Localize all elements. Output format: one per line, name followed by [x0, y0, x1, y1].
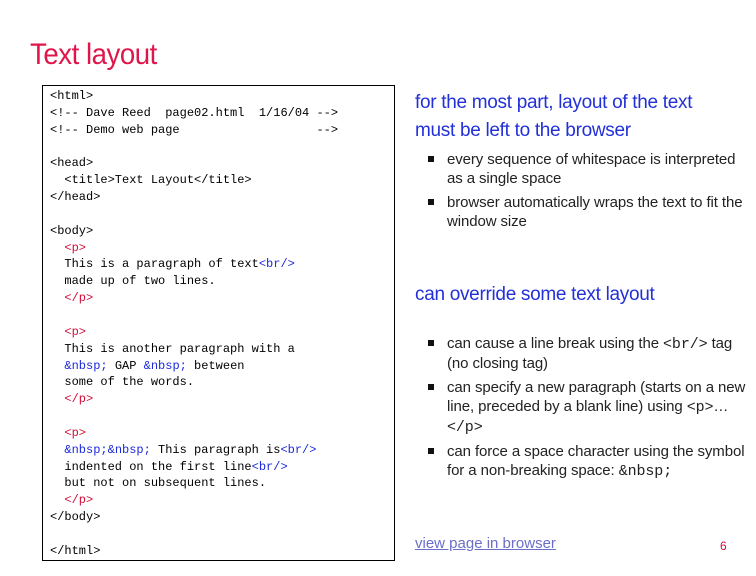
code-line: [50, 492, 338, 509]
code-segment: </p>: [64, 291, 94, 306]
code-line: [50, 459, 338, 476]
code-line: [50, 475, 338, 492]
code-segment: <title>Text Layout</title>: [50, 173, 252, 188]
section1-bullets: [428, 150, 748, 236]
code-segment: GAP: [107, 358, 144, 373]
code-line: [50, 240, 338, 257]
list-item: [428, 193, 748, 231]
code-segment: [50, 392, 64, 406]
code-line: [50, 526, 338, 543]
code-segment: </html>: [50, 543, 101, 558]
code-segment: <br/>: [251, 459, 288, 474]
view-page-link[interactable]: view page in browser: [415, 535, 556, 552]
section2-heading: can override some text layout: [415, 284, 655, 305]
code-segment: <p>: [64, 324, 87, 339]
code-line: [50, 358, 338, 375]
code-line: [50, 543, 338, 560]
code-line: [50, 324, 338, 341]
section1-heading-line2: must be left to the browser: [415, 120, 631, 141]
code-segment: [50, 426, 64, 440]
code-line: [50, 172, 338, 189]
section1-heading: [415, 89, 692, 145]
inline-code: </p>: [447, 419, 483, 436]
code-segment: This is another paragraph with a: [50, 341, 295, 356]
inline-code: <p>: [686, 399, 714, 416]
code-segment: [50, 443, 64, 457]
code-line: [50, 509, 338, 526]
code-line: [50, 341, 338, 358]
code-line: [50, 139, 338, 156]
square-bullet-icon: [428, 340, 434, 346]
code-line: [50, 206, 338, 223]
code-segment: <html>: [50, 89, 94, 103]
code-segment: [50, 493, 64, 507]
code-segment: </body>: [50, 510, 101, 525]
list-item: [428, 334, 748, 373]
code-segment: [50, 241, 64, 255]
section1-heading-line1: for the most part, layout of the text: [415, 92, 693, 113]
code-line: [50, 155, 338, 172]
code-segment: </head>: [50, 190, 101, 205]
bullet-text: …: [713, 398, 729, 415]
code-line: [50, 189, 338, 206]
code-segment: indented on the first line: [50, 459, 252, 474]
bullet-text: can force a space character using the symbol for a non-breaking space:: [447, 443, 745, 479]
code-line: [50, 425, 338, 442]
code-line: [50, 442, 338, 459]
code-segment: <!-- Dave Reed page02.html 1/16/04 -->: [50, 105, 339, 120]
code-line: [50, 105, 338, 122]
code-listing: [50, 88, 338, 560]
bullet-text: tag (no closing tag): [447, 335, 733, 372]
code-line: [50, 122, 338, 139]
code-segment: but not on subsequent lines.: [50, 476, 267, 491]
slide-title: Text layout: [30, 38, 157, 71]
code-segment: <!-- Demo web page -->: [50, 122, 339, 137]
code-segment: This is a paragraph of text: [50, 257, 259, 272]
code-segment: &nbsp;&nbsp;: [64, 442, 151, 457]
code-segment: some of the words.: [50, 375, 195, 390]
code-segment: &nbsp;: [64, 358, 108, 373]
list-item: [428, 442, 748, 481]
code-line: [50, 88, 338, 105]
code-line: [50, 374, 338, 391]
list-item: [428, 150, 748, 188]
code-line: [50, 408, 338, 425]
code-segment: </p>: [64, 493, 94, 508]
code-line: [50, 223, 338, 240]
code-line: [50, 256, 338, 273]
code-segment: <p>: [64, 240, 87, 255]
bullet-text: can specify a new paragraph (starts on a new line, preceded by a blank line) using: [447, 379, 746, 415]
code-segment: made up of two lines.: [50, 274, 216, 289]
square-bullet-icon: [428, 156, 434, 162]
code-segment: [50, 325, 64, 339]
inline-code: <br/>: [663, 336, 708, 353]
code-segment: <p>: [64, 425, 87, 440]
code-line: [50, 391, 338, 408]
list-item: [428, 378, 748, 437]
section2-bullets: [428, 334, 748, 486]
page-number: 6: [720, 539, 727, 553]
code-segment: </p>: [64, 392, 94, 407]
inline-code: &nbsp;: [618, 463, 673, 480]
code-segment: <head>: [50, 156, 94, 171]
code-segment: <br/>: [258, 257, 295, 272]
code-segment: &nbsp;: [143, 358, 187, 373]
bullet-text: can cause a line break using the: [447, 335, 664, 352]
code-segment: <body>: [50, 223, 94, 238]
code-line: [50, 273, 338, 290]
code-segment: <br/>: [280, 442, 317, 457]
code-segment: [50, 359, 64, 373]
square-bullet-icon: [428, 199, 434, 205]
code-segment: This paragraph is: [150, 442, 281, 457]
bullet-text: every sequence of whitespace is interpreted as a single space: [447, 151, 736, 187]
code-segment: [50, 291, 64, 305]
code-segment: between: [186, 358, 245, 373]
square-bullet-icon: [428, 384, 434, 390]
code-line: [50, 290, 338, 307]
square-bullet-icon: [428, 448, 434, 454]
bullet-text: browser automatically wraps the text to fit the window size: [447, 194, 743, 230]
code-line: [50, 307, 338, 324]
